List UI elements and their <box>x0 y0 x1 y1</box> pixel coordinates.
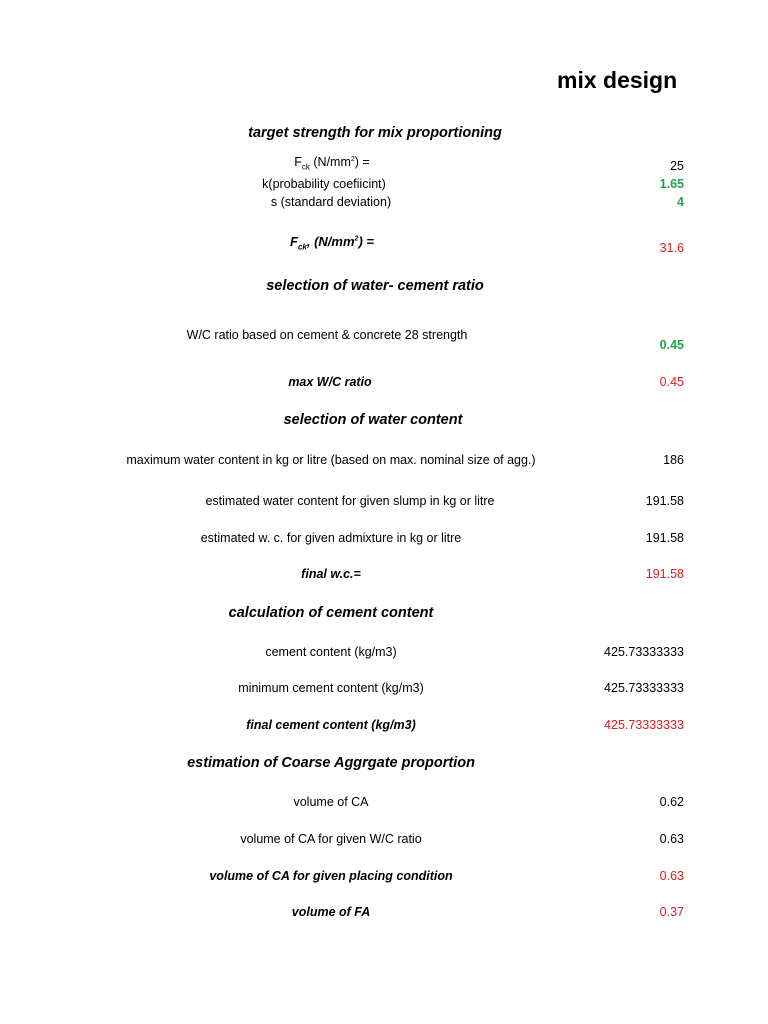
wc-based-label: W/C ratio based on cement & concrete 28 strength <box>186 328 468 342</box>
cement-content-value: 425.73333333 <box>604 645 684 659</box>
vol-ca-placing-label: volume of CA for given placing condition <box>209 869 453 883</box>
k-label: k(probability coefiicint) <box>262 177 386 191</box>
fck-value: 25 <box>670 159 684 173</box>
vol-ca-wc-value: 0.63 <box>659 832 684 846</box>
vol-ca-placing-value: 0.63 <box>659 869 684 883</box>
page-title: mix design <box>557 67 678 93</box>
fck-prime-label: $F_{ck}$, $(N/mm^2)$ = <box>290 234 374 252</box>
final-cement-value: 425.73333333 <box>604 718 684 732</box>
min-cement-value: 425.73333333 <box>604 681 684 695</box>
vol-fa-value: 0.37 <box>659 905 684 919</box>
cement-content-label: cement content (kg/m3) <box>265 645 397 659</box>
vol-fa-label: volume of FA <box>291 905 371 919</box>
slump-water-value: 191.58 <box>645 494 684 508</box>
section-heading-water-content: selection of water content <box>283 412 463 428</box>
fck-prime-value: 31.6 <box>659 241 684 255</box>
max-wc-label: max W/C ratio <box>288 375 372 389</box>
s-label: s (standard deviation) <box>270 195 392 209</box>
final-wc-label: final w.c.= <box>301 567 361 581</box>
section-heading-cement-content: calculation of cement content <box>228 605 434 621</box>
final-wc-value: 191.58 <box>645 567 684 581</box>
final-cement-label: final cement content (kg/m3) <box>246 718 416 732</box>
section-heading-coarse-aggregate: estimation of Coarse Aggrgate proportion <box>187 755 475 771</box>
max-wc-value: 0.45 <box>659 375 684 389</box>
min-cement-label: minimum cement content (kg/m3) <box>238 681 424 695</box>
max-water-value: 186 <box>663 453 684 467</box>
slump-water-label: estimated water content for given slump in kg or litre <box>205 494 495 508</box>
vol-ca-value: 0.62 <box>659 795 684 809</box>
k-value: 1.65 <box>659 177 684 191</box>
admix-water-value: 191.58 <box>645 531 684 545</box>
section-heading-target-strength: target strength for mix proportioning <box>248 125 502 141</box>
vol-ca-wc-label: volume of CA for given W/C ratio <box>240 832 422 846</box>
section-heading-wc-ratio: selection of water- cement ratio <box>266 278 484 294</box>
fck-label: $F_{ck}$ $(N/mm^2)$ = <box>294 155 370 172</box>
s-value: 4 <box>677 195 684 209</box>
admix-water-label: estimated w. c. for given admixture in kg or litre <box>200 531 462 545</box>
max-water-label: maximum water content in kg or litre (based on max. nominal size of agg.) <box>126 453 536 467</box>
vol-ca-label: volume of CA <box>293 795 369 809</box>
wc-based-value: 0.45 <box>659 338 684 352</box>
